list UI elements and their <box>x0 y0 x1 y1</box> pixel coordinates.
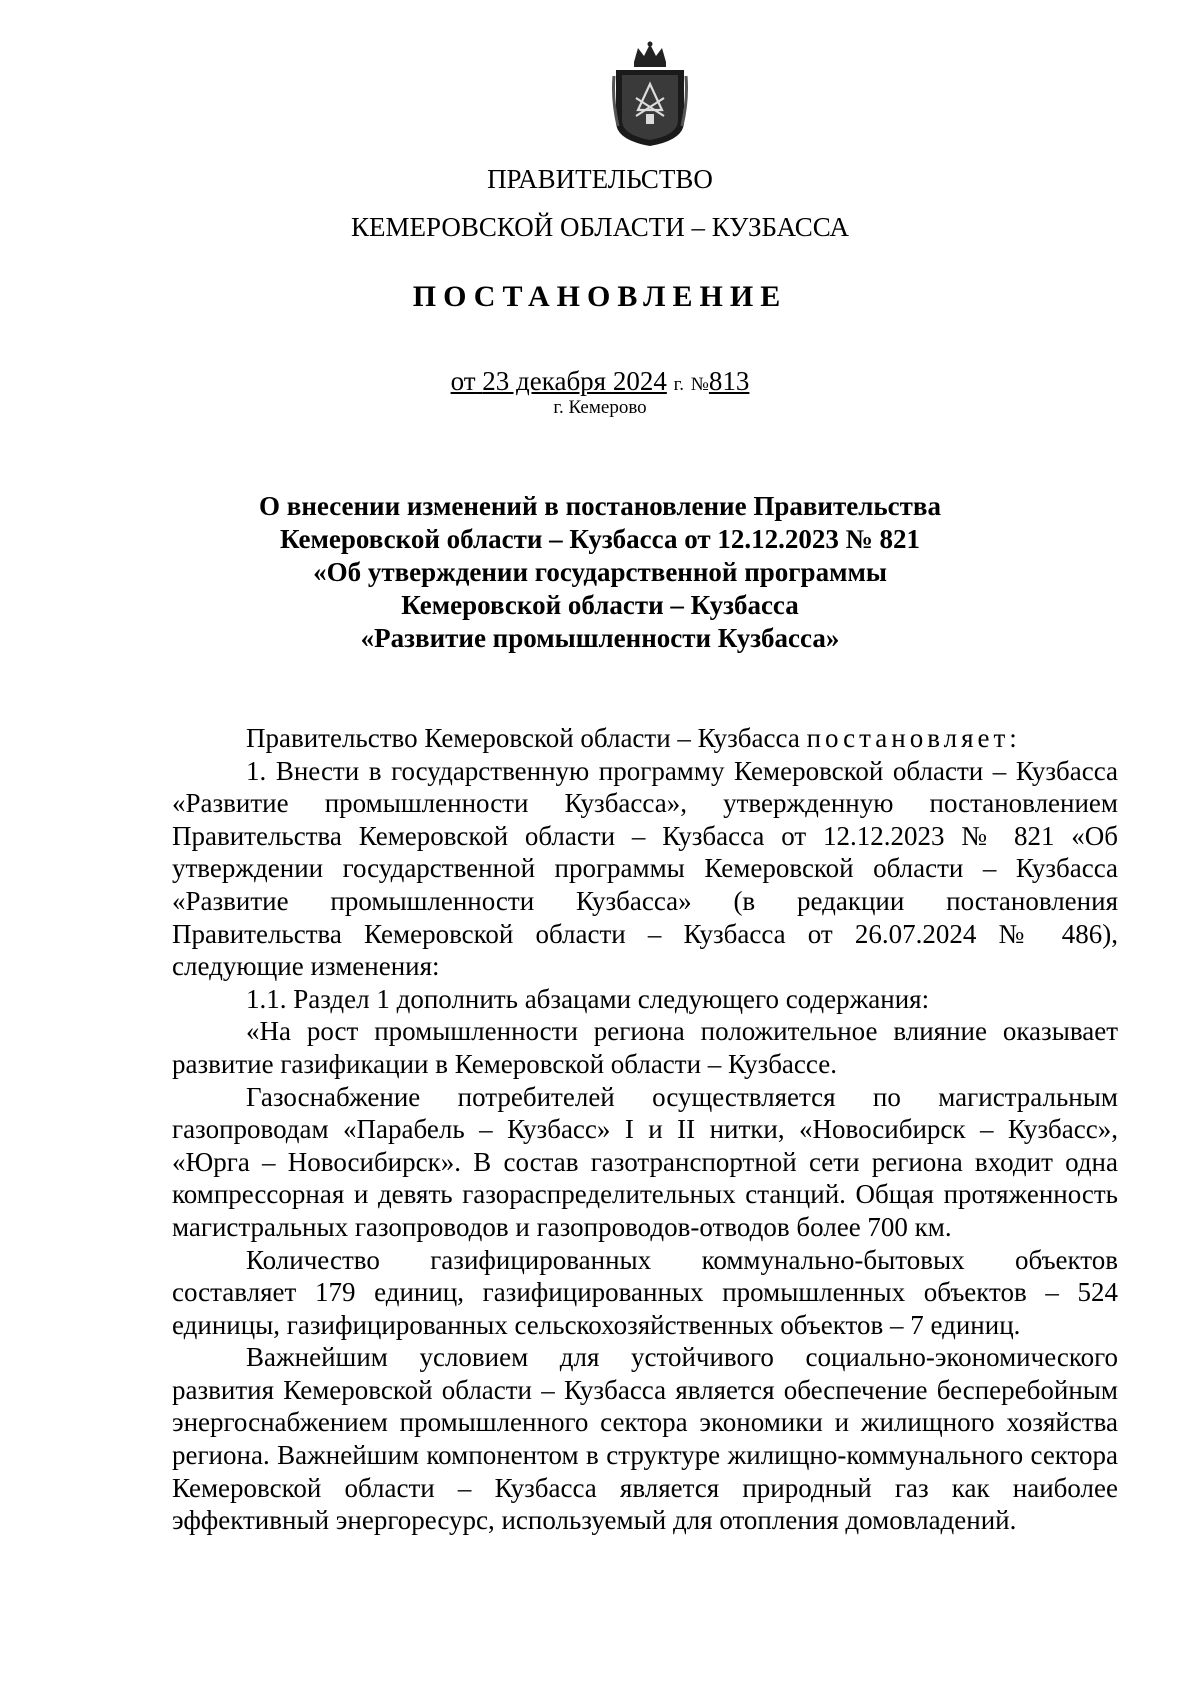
body-paragraph: Важнейшим условием для устойчивого социально-экономического развития Кемеровской области – Кузбасса является обеспечение бесперебойным энергоснабжением промышленного сектора экономики и жилищного хозяйства региона. Важнейшим компонентом в структуре жилищно-коммунального сектора Кемеровской области – Кузбасса является природный газ как наиболее эффективный энергоресурс, используемый для отопления домовладений. <box>172 1342 1118 1536</box>
intro-verb: постановляет: <box>806 723 1021 753</box>
document-subject <box>0 490 1200 655</box>
city-name: г. Кемерово <box>553 397 647 418</box>
year-suffix: г. <box>673 374 685 395</box>
body-paragraph: «На рост промышленности региона положительное влияние оказывает развитие газификации в Кемеровской области – Кузбассе. <box>172 1016 1118 1079</box>
body-paragraph: Количество газифицированных коммунально-бытовых объектов составляет 179 единиц, газифицированных промышленных объектов – 524 единицы, газифицированных сельскохозяйственных объектов – 7 единиц. <box>172 1244 1118 1340</box>
document-number: 813 <box>708 366 750 396</box>
intro-subject: Правительство Кемеровской области – Кузбасса <box>246 723 800 753</box>
body-paragraph: Газоснабжение потребителей осуществляется по магистральным газопроводам «Парабель – Кузбасс» I и II нитки, «Новосибирск – Кузбасс», «Юрга – Новосибирск». В состав газотранспортной сети региона входит одна компрессорная и девять газораспределительных станций. Общая протяженность магистральных газопроводов и газопроводов-отводов более 700 км. <box>172 1081 1118 1242</box>
number-sign: № <box>690 374 709 395</box>
coat-of-arms-icon <box>612 40 688 148</box>
subject-line: Кемеровской области – Кузбасса от 12.12.2023 № 821 <box>279 524 921 554</box>
body-paragraph: 1. Внести в государственную программу Кемеровской области – Кузбасса «Развитие промышленности Кузбасса», утвержденную постановлением Правительства Кемеровской области – Кузбасса от 12.12.2023 № 821 «Об утверждении государственной программы Кемеровской области – Кузбасса «Развитие промышленности Кузбасса» (в редакции постановления Правительства Кемеровской области – Кузбасса от 26.07.2024 № 486), следующие изменения: <box>172 755 1118 982</box>
subject-line: «Об утверждении государственной программы <box>313 557 887 587</box>
intro-paragraph <box>172 722 1118 755</box>
organization-name-line2: КЕМЕРОВСКОЙ ОБЛАСТИ – КУЗБАССА <box>351 212 849 242</box>
organization-name-line1: ПРАВИТЕЛЬСТВО <box>487 164 713 194</box>
date-number-line <box>0 365 1200 401</box>
subject-line: «Развитие промышленности Кузбасса» <box>360 623 840 653</box>
subject-line: Кемеровской области – Кузбасса <box>401 590 799 620</box>
body-paragraph: 1.1. Раздел 1 дополнить абзацами следующего содержания: <box>246 983 930 1014</box>
document-type-title: ПОСТАНОВЛЕНИЕ <box>412 280 788 313</box>
document-body <box>172 722 1118 1537</box>
date-prefix: от <box>450 366 476 396</box>
document-date: 23 декабря 2024 <box>482 366 667 396</box>
subject-line: О внесении изменений в постановление Правительства <box>259 491 941 521</box>
